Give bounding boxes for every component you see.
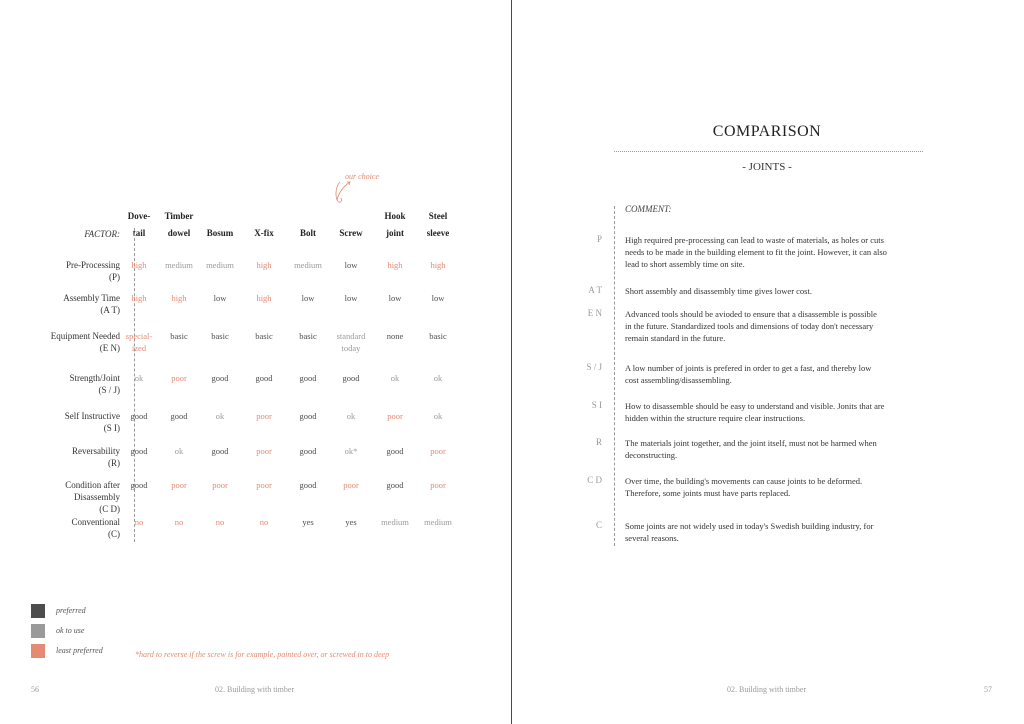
table-cell (157, 410, 201, 422)
comment-abbreviation: C (595, 520, 602, 530)
table-cell (286, 445, 330, 457)
cell-value: poor (171, 373, 187, 383)
row-label (20, 372, 120, 396)
table-cell (286, 479, 330, 491)
table-cell (242, 259, 286, 271)
left-page (0, 0, 511, 724)
comment-line: lead to short assembly time on site. (625, 259, 745, 269)
table-cell (416, 292, 460, 304)
cell-value: ok* (344, 446, 358, 456)
cell-value: poor (343, 480, 359, 490)
cell-value: poor (430, 446, 446, 456)
comment-line: deconstructing. (625, 450, 678, 460)
table-cell (198, 516, 242, 528)
table-cell (157, 479, 201, 491)
page-subtitle: - JOINTS - (742, 161, 792, 173)
cell-value: poor (212, 480, 228, 490)
comment-line: cost assembling/disassembling. (625, 375, 732, 385)
comment-line: Some joints are not widely used in today's Swedish building industry, for (625, 521, 874, 531)
row-label (20, 259, 120, 283)
chapter-title: 02. Building with timber (727, 685, 807, 694)
cell-value: medium (424, 517, 452, 527)
comment-line: in the future. Standardized tools and dimensions of today don't necessary (625, 321, 874, 331)
table-cell (329, 372, 373, 384)
cell-value: good (386, 480, 404, 490)
title-rule (614, 151, 923, 152)
table-cell (416, 445, 460, 457)
cell-value: ok (174, 446, 184, 456)
row-label (20, 516, 120, 540)
our-choice-arrow-icon (330, 180, 356, 206)
comment-line: Short assembly and disassembly time gives lower cost. (625, 286, 812, 296)
cell-value: good (299, 446, 317, 456)
cell-value: high (430, 260, 446, 270)
table-cell (286, 292, 330, 304)
page-title: COMPARISON (712, 123, 822, 140)
table-cell (373, 410, 417, 422)
cell-value: today (341, 343, 361, 353)
table-cell (198, 445, 242, 457)
table-cell (117, 292, 161, 304)
row-label-line: Condition after (65, 480, 120, 490)
column-header-line2: Screw (339, 228, 363, 238)
table-cell (117, 516, 161, 528)
column-header-line2: Bolt (299, 228, 316, 238)
table-cell (373, 516, 417, 528)
row-label-line: (A T) (100, 305, 120, 315)
cell-value: good (211, 373, 229, 383)
row-label-line: Conventional (71, 517, 120, 527)
table-cell (373, 292, 417, 304)
table-cell (416, 259, 460, 271)
comment-line: How to disassemble should be easy to understand and visible. Jonits that are (625, 401, 885, 411)
table-cell (286, 330, 330, 342)
row-label-line: (C) (108, 529, 120, 539)
row-label-line: (C D) (99, 504, 120, 514)
cell-value: special- (125, 331, 153, 341)
legend-label: ok to use (56, 626, 85, 635)
cell-value: medium (381, 517, 409, 527)
table-cell (329, 330, 373, 354)
table-cell (157, 330, 201, 342)
table-cell (286, 372, 330, 384)
cell-value: good (342, 373, 360, 383)
comment-divider (614, 206, 615, 546)
comment-line: Advanced tools should be avioded to ensure that a disassemble is possible (625, 309, 877, 319)
column-header-line1: Steel (428, 211, 448, 221)
column-header-line2: dowel (167, 228, 191, 238)
comment-text (625, 520, 925, 544)
cell-value: high (256, 260, 272, 270)
comment-line: A low number of joints is prefered in order to get a fast, and thereby low (625, 363, 872, 373)
column-header-line2: tail (132, 228, 146, 238)
cell-value: good (130, 411, 148, 421)
table-cell (329, 259, 373, 271)
row-label-line: (E N) (99, 343, 120, 353)
row-label-line: Reversability (72, 446, 120, 456)
table-cell (416, 330, 460, 342)
column-header-line2: joint (386, 228, 404, 238)
comment-abbreviation: R (595, 437, 602, 447)
row-label-line: Self Instructive (64, 411, 120, 421)
row-label-line: (R) (108, 458, 120, 468)
cell-value: ok (215, 411, 225, 421)
table-cell (242, 372, 286, 384)
cell-value: low (431, 293, 445, 303)
table-cell (117, 372, 161, 384)
table-cell (242, 445, 286, 457)
footnote: *hard to reverse if the screw is for example, painted over, or screwed in to deep (135, 650, 390, 659)
comment-abbreviation: P (596, 234, 602, 244)
cell-value: good (130, 480, 148, 490)
table-cell (373, 445, 417, 457)
table-cell (286, 410, 330, 422)
comment-line: High required pre-processing can lead to waste of materials, as holes or cuts (625, 235, 884, 245)
comment-text (625, 234, 925, 270)
comment-line: several reasons. (625, 533, 679, 543)
row-label-line: Assembly Time (63, 293, 120, 303)
comment-text (625, 400, 925, 424)
cell-value: basic (211, 331, 229, 341)
comment-line: hidden within the structure require clear instructions. (625, 413, 806, 423)
cell-value: medium (206, 260, 234, 270)
row-label-line: (P) (109, 272, 120, 282)
column-header-line2: X-fix (254, 228, 274, 238)
table-cell (373, 372, 417, 384)
legend-swatch (31, 604, 45, 618)
cell-value: good (211, 446, 229, 456)
comment-abbreviation: C D (587, 475, 602, 485)
cell-value: standard (336, 331, 366, 341)
cell-value: poor (171, 480, 187, 490)
cell-value: no (215, 517, 225, 527)
cell-value: high (256, 293, 272, 303)
cell-value: basic (255, 331, 273, 341)
table-cell (329, 445, 373, 457)
comment-line: needs to be made in the building element to fit the joint. However, it can also (625, 247, 887, 257)
comment-line: Over time, the building's movements can cause joints to be deformed. (625, 476, 863, 486)
cell-value: low (344, 293, 358, 303)
factor-label: FACTOR: (84, 229, 120, 239)
cell-value: ok (433, 411, 443, 421)
cell-value: low (344, 260, 358, 270)
table-cell (416, 372, 460, 384)
table-cell (329, 479, 373, 491)
table-cell (198, 330, 242, 342)
row-label (20, 410, 120, 434)
cell-value: no (259, 517, 269, 527)
table-cell (329, 410, 373, 422)
cell-value: high (171, 293, 187, 303)
row-label-line: Equipment Needed (50, 331, 120, 341)
row-label-line: Disassembly (74, 492, 120, 502)
cell-value: low (301, 293, 315, 303)
cell-value: good (130, 446, 148, 456)
cell-value: medium (294, 260, 322, 270)
page-number: 57 (984, 685, 992, 694)
table-cell (198, 410, 242, 422)
cell-value: poor (387, 411, 403, 421)
table-cell (286, 259, 330, 271)
table-cell (117, 479, 161, 491)
cell-value: good (299, 411, 317, 421)
column-header-line2: sleeve (426, 228, 450, 238)
legend-label: least preferred (56, 646, 103, 655)
comment-heading: COMMENT: (625, 204, 672, 214)
cell-value: poor (256, 480, 272, 490)
column-header-line1: Dove- (127, 211, 151, 221)
cell-value: poor (430, 480, 446, 490)
table-cell (416, 479, 460, 491)
cell-value: good (386, 446, 404, 456)
our-choice-annotation: our choice (345, 172, 379, 181)
cell-value: good (299, 480, 317, 490)
table-cell (242, 516, 286, 528)
table-cell (117, 259, 161, 271)
cell-value: none (386, 331, 404, 341)
cell-value: ok (390, 373, 400, 383)
comment-text (625, 285, 925, 297)
legend-swatch (31, 624, 45, 638)
table-cell (198, 259, 242, 271)
table-cell (329, 516, 373, 528)
comment-text (625, 362, 925, 386)
comment-line: remain standard in the future. (625, 333, 726, 343)
cell-value: ized (131, 343, 147, 353)
table-cell (117, 410, 161, 422)
table-cell (242, 410, 286, 422)
cell-value: medium (165, 260, 193, 270)
table-cell (373, 330, 417, 342)
cell-value: ok (433, 373, 443, 383)
column-header-line1: Timber (164, 211, 194, 221)
row-label-line: Strength/Joint (69, 373, 120, 383)
chapter-title: 02. Building with timber (215, 685, 295, 694)
cell-value: no (174, 517, 184, 527)
column-header-line2: Bosum (206, 228, 234, 238)
cell-value: high (131, 293, 147, 303)
table-cell (373, 479, 417, 491)
row-label-line: (S I) (103, 423, 120, 433)
comment-abbreviation: E N (587, 308, 602, 318)
column-header-line1: Hook (384, 211, 406, 221)
table-cell (117, 330, 161, 354)
row-label (20, 445, 120, 469)
table-cell (157, 516, 201, 528)
cell-value: low (213, 293, 227, 303)
table-cell (242, 330, 286, 342)
comment-abbreviation: A T (588, 285, 602, 295)
cell-value: basic (170, 331, 188, 341)
table-cell (242, 479, 286, 491)
cell-value: ok (346, 411, 356, 421)
cell-value: yes (345, 517, 357, 527)
cell-value: poor (256, 446, 272, 456)
comment-text (625, 308, 925, 344)
cell-value: poor (256, 411, 272, 421)
cell-value: basic (299, 331, 317, 341)
table-cell (157, 372, 201, 384)
table-cell (416, 516, 460, 528)
cell-value: high (387, 260, 403, 270)
comment-text (625, 437, 925, 461)
table-cell (117, 445, 161, 457)
comment-text (625, 475, 925, 499)
comment-abbreviation: S / J (586, 362, 602, 372)
cell-value: yes (302, 517, 314, 527)
row-label (20, 479, 120, 515)
right-page (512, 0, 1023, 724)
cell-value: good (170, 411, 188, 421)
comment-abbreviation: S I (591, 400, 602, 410)
table-cell (198, 479, 242, 491)
page-number: 56 (31, 685, 39, 694)
table-cell (242, 292, 286, 304)
comment-line: Therefore, some joints must have parts replaced. (625, 488, 791, 498)
row-label-line: (S / J) (98, 385, 120, 395)
factor-divider (134, 228, 135, 542)
cell-value: basic (429, 331, 447, 341)
table-cell (286, 516, 330, 528)
legend-label: preferred (56, 606, 86, 615)
cell-value: good (255, 373, 273, 383)
table-cell (416, 410, 460, 422)
table-cell (329, 292, 373, 304)
row-label-line: Pre-Processing (66, 260, 120, 270)
table-cell (373, 259, 417, 271)
cell-value: high (131, 260, 147, 270)
cell-value: no (134, 517, 144, 527)
cell-value: good (299, 373, 317, 383)
row-label (20, 292, 120, 316)
table-cell (157, 445, 201, 457)
legend-swatch (31, 644, 45, 658)
row-label (20, 330, 120, 354)
table-cell (198, 292, 242, 304)
table-cell (198, 372, 242, 384)
comment-line: The materials joint together, and the joint itself, must not be harmed when (625, 438, 877, 448)
cell-value: low (388, 293, 402, 303)
table-cell (157, 259, 201, 271)
cell-value: ok (134, 373, 144, 383)
table-cell (157, 292, 201, 304)
